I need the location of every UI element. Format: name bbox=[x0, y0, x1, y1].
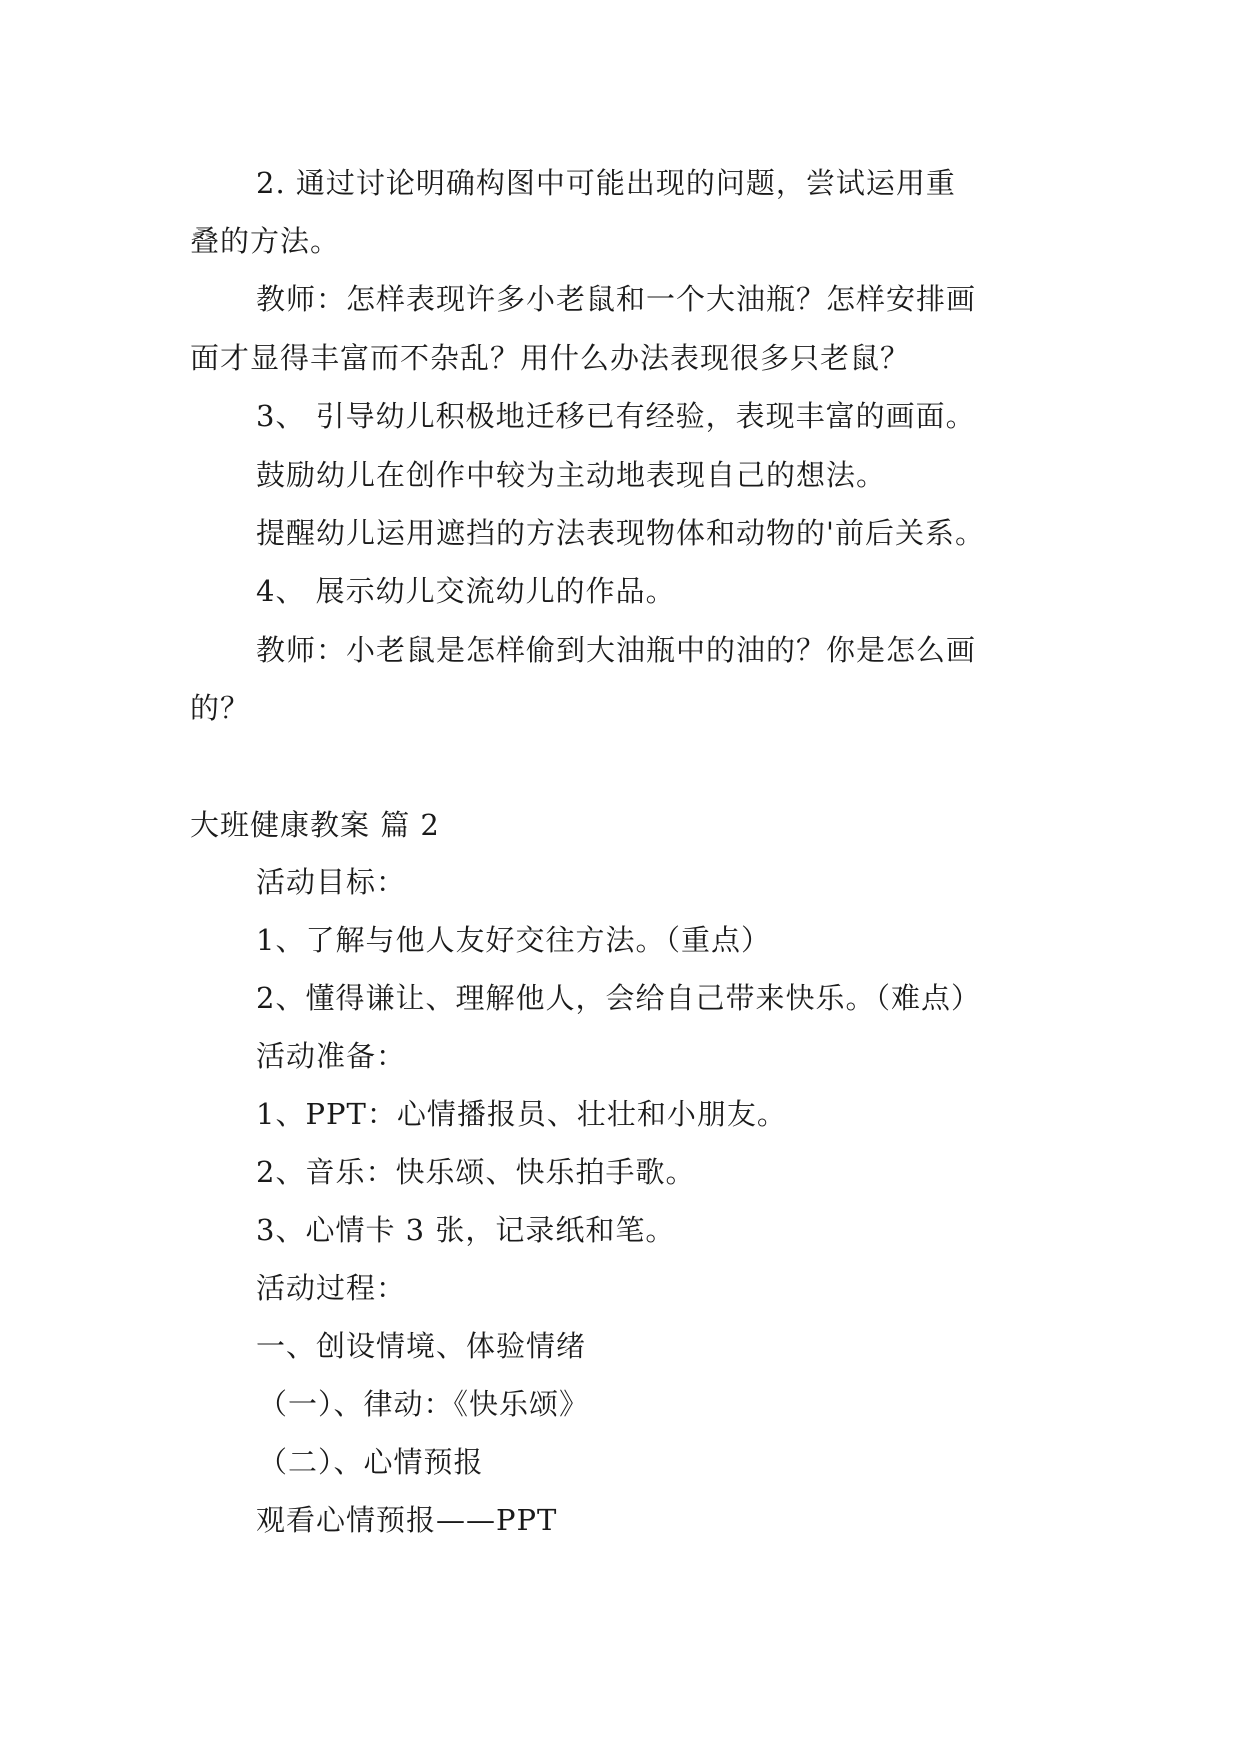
paragraph-line: 教师：怎样表现许多小老鼠和一个大油瓶？怎样安排画 bbox=[256, 282, 977, 316]
paragraph-line: 3、 引导幼儿积极地迁移已有经验，表现丰富的画面。 bbox=[256, 399, 976, 433]
paragraph-line: 2. 通过讨论明确构图中可能出现的问题，尝试运用重 bbox=[256, 166, 956, 200]
paragraph-line: 面才显得丰富而不杂乱？用什么办法表现很多只老鼠？ bbox=[190, 341, 911, 375]
paragraph-line: 观看心情预报——PPT bbox=[256, 1503, 558, 1537]
paragraph-line: 的？ bbox=[190, 691, 251, 725]
paragraph-line: 提醒幼儿运用遮挡的方法表现物体和动物的'前后关系。 bbox=[256, 516, 985, 550]
paragraph-line: 4、 展示幼儿交流幼儿的作品。 bbox=[256, 574, 676, 608]
paragraph-line: （一）、律动：《快乐颂》 bbox=[258, 1387, 590, 1421]
paragraph-line: （二）、心情预报 bbox=[258, 1445, 484, 1479]
paragraph-line: 活动准备： bbox=[256, 1039, 407, 1073]
paragraph-line: 一、创设情境、体验情绪 bbox=[256, 1329, 587, 1363]
paragraph-line: 鼓励幼儿在创作中较为主动地表现自己的想法。 bbox=[256, 458, 887, 492]
paragraph-line: 2、音乐：快乐颂、快乐拍手歌。 bbox=[256, 1155, 696, 1189]
paragraph-line: 叠的方法。 bbox=[190, 224, 341, 258]
paragraph-line: 3、心情卡 3 张，记录纸和笔。 bbox=[256, 1213, 676, 1247]
paragraph-line: 1、了解与他人友好交往方法。（重点） bbox=[256, 923, 771, 957]
paragraph-line: 活动目标： bbox=[256, 865, 407, 899]
paragraph-line: 教师：小老鼠是怎样偷到大油瓶中的油的？你是怎么画 bbox=[256, 633, 977, 667]
section-title: 大班健康教案 篇 2 bbox=[190, 808, 440, 842]
paragraph-line: 2、懂得谦让、理解他人，会给自己带来快乐。（难点） bbox=[256, 981, 981, 1015]
paragraph-line: 1、PPT：心情播报员、壮壮和小朋友。 bbox=[256, 1097, 787, 1131]
paragraph-line: 活动过程： bbox=[256, 1271, 407, 1305]
